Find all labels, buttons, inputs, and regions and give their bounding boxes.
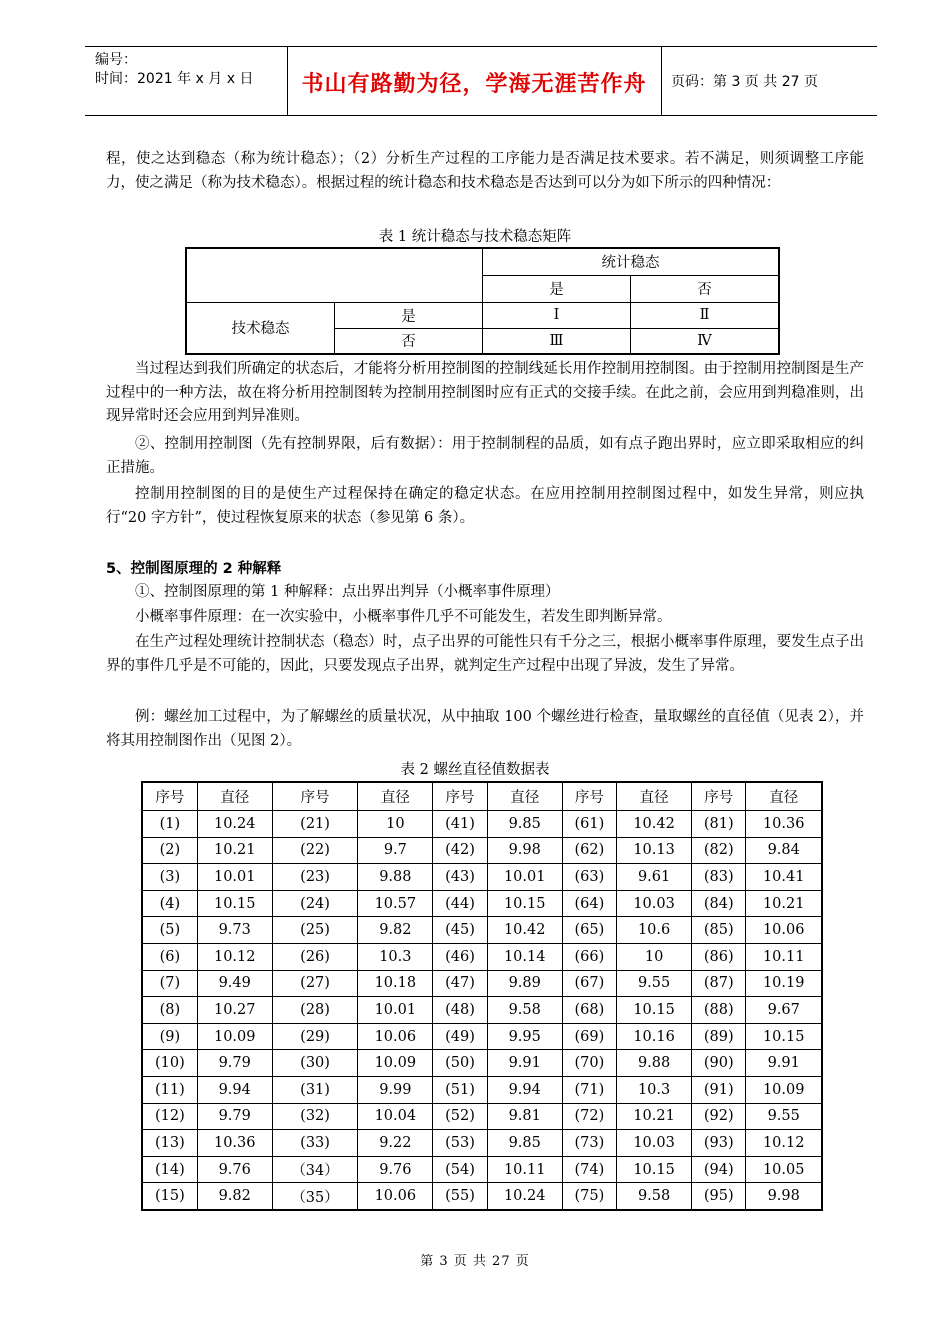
- table-row: [142, 1050, 822, 1077]
- seq-cell: (46): [433, 943, 487, 970]
- diameter-cell: 10.09: [197, 1023, 272, 1050]
- section-heading: 5、控制图原理的 2 种解释: [106, 561, 282, 577]
- seq-cell: (68): [562, 997, 616, 1024]
- seq-cell: (11): [142, 1076, 197, 1103]
- diameter-cell: 9.91: [487, 1050, 562, 1077]
- paragraph: ①、控制图原理的第 1 种解释：点出界出判异（小概率事件原理）: [135, 584, 560, 600]
- paragraph: 例：螺丝加工过程中，为了解螺丝的质量状况，从中抽取 100 个螺丝进行检查，量取螺丝的直径值（见表 2），并将其用控制图作出（见图 2）。: [106, 709, 864, 749]
- diameter-cell: 9.91: [746, 1050, 822, 1077]
- seq-cell: (94): [692, 1156, 746, 1183]
- diameter-cell: 10.06: [746, 917, 822, 944]
- seq-cell: (21): [272, 811, 358, 838]
- header-meta: [95, 51, 253, 89]
- seq-cell: (86): [692, 943, 746, 970]
- seq-cell: (45): [433, 917, 487, 944]
- seq-cell: (51): [433, 1076, 487, 1103]
- table-row: [142, 970, 822, 997]
- diameter-cell: 9.89: [487, 970, 562, 997]
- col-header-seq: 序号: [433, 782, 487, 811]
- diameter-cell: 10.36: [197, 1130, 272, 1157]
- diameter-cell: 10.01: [197, 864, 272, 891]
- seq-cell: (61): [562, 811, 616, 838]
- diameter-cell: 9.88: [617, 1050, 692, 1077]
- table-header-row: [142, 782, 822, 811]
- diameter-cell: 10.01: [358, 997, 433, 1024]
- diameter-cell: 10.15: [617, 997, 692, 1024]
- seq-cell: (25): [272, 917, 358, 944]
- diameter-cell: 10.57: [358, 890, 433, 917]
- seq-cell: (52): [433, 1103, 487, 1130]
- diameter-cell: 9.85: [487, 811, 562, 838]
- time-label: 时间：2021 年 x 月 x 日: [95, 71, 254, 87]
- seq-cell: (31): [272, 1076, 358, 1103]
- diameter-cell: 10.42: [617, 811, 692, 838]
- seq-cell: (82): [692, 837, 746, 864]
- diameter-cell: 10.01: [487, 864, 562, 891]
- col-header-seq: 序号: [562, 782, 616, 811]
- seq-cell: (75): [562, 1183, 616, 1210]
- table-row: [142, 1023, 822, 1050]
- diameter-cell: 9.22: [358, 1130, 433, 1157]
- seq-cell: (70): [562, 1050, 616, 1077]
- table-row: [142, 997, 822, 1024]
- seq-cell: (62): [562, 837, 616, 864]
- seq-cell: (33): [272, 1130, 358, 1157]
- diameter-cell: 9.58: [487, 997, 562, 1024]
- diameter-cell: 10.19: [746, 970, 822, 997]
- diameter-cell: 9.94: [197, 1076, 272, 1103]
- seq-cell: (41): [433, 811, 487, 838]
- seq-cell: (84): [692, 890, 746, 917]
- diameter-cell: 10.3: [358, 943, 433, 970]
- col-header-diameter: 直径: [487, 782, 562, 811]
- seq-cell: (3): [142, 864, 197, 891]
- seq-cell: (13): [142, 1130, 197, 1157]
- diameter-cell: 10.18: [358, 970, 433, 997]
- paragraph: 当过程达到我们所确定的状态后，才能将分析用控制图的控制线延长用作控制用控制图。由于控制用控制图是生产过程中的一种方法，故在将分析用控制图转为控制用控制图时应有正式的交接手续。在此之前，会应用到判稳准则，出现异常时还会应用到判异准则。: [106, 361, 864, 424]
- seq-cell: (90): [692, 1050, 746, 1077]
- seq-cell: (12): [142, 1103, 197, 1130]
- seq-cell: (74): [562, 1156, 616, 1183]
- diameter-cell: 9.79: [197, 1050, 272, 1077]
- seq-cell: (85): [692, 917, 746, 944]
- diameter-cell: 10.04: [358, 1103, 433, 1130]
- diameter-cell: 10.05: [746, 1156, 822, 1183]
- seq-cell: (88): [692, 997, 746, 1024]
- diameter-cell: 10.24: [487, 1183, 562, 1210]
- diameter-cell: 9.79: [197, 1103, 272, 1130]
- seq-cell: (43): [433, 864, 487, 891]
- diameter-cell: 10.21: [197, 837, 272, 864]
- seq-cell: (54): [433, 1156, 487, 1183]
- seq-cell: (42): [433, 837, 487, 864]
- paragraph: 程，使之达到稳态（称为统计稳态）；（2）分析生产过程的工序能力是否满足技术要求。若不满足，则须调整工序能力，使之满足（称为技术稳态）。根据过程的统计稳态和技术稳态是否达到可以分为如下所示的四种情况：: [106, 151, 864, 191]
- paragraph: 小概率事件原理：在一次实验中，小概率事件几乎不可能发生，若发生即判断异常。: [135, 609, 672, 625]
- diameter-cell: 9.88: [358, 864, 433, 891]
- seq-cell: (10): [142, 1050, 197, 1077]
- diameter-cell: 10.06: [358, 1183, 433, 1210]
- stat-yes-cell: 是: [483, 275, 631, 302]
- page-footer: 第 3 页 共 27 页: [420, 1254, 530, 1269]
- diameter-cell: 10.36: [746, 811, 822, 838]
- diameter-cell: 10.11: [746, 943, 822, 970]
- diameter-cell: 10.11: [487, 1156, 562, 1183]
- seq-cell: (6): [142, 943, 197, 970]
- diameter-cell: 9.49: [197, 970, 272, 997]
- diameter-cell: 10.15: [487, 890, 562, 917]
- tech-no-cell: 否: [335, 328, 483, 354]
- diameter-cell: 9.55: [617, 970, 692, 997]
- diameter-cell: 10.12: [746, 1130, 822, 1157]
- diameter-cell: 10.06: [358, 1023, 433, 1050]
- seq-cell: (9): [142, 1023, 197, 1050]
- diameter-cell: 10.15: [617, 1156, 692, 1183]
- table-row: [142, 1130, 822, 1157]
- seq-cell: (95): [692, 1183, 746, 1210]
- diameter-cell: 10.21: [617, 1103, 692, 1130]
- seq-cell: (73): [562, 1130, 616, 1157]
- seq-cell: (72): [562, 1103, 616, 1130]
- diameter-cell: 9.99: [358, 1076, 433, 1103]
- diameter-cell: 9.85: [487, 1130, 562, 1157]
- col-header-diameter: 直径: [746, 782, 822, 811]
- seq-cell: (24): [272, 890, 358, 917]
- code-label: 编号：: [95, 52, 137, 68]
- diameter-cell: 10.15: [746, 1023, 822, 1050]
- paragraph: 在生产过程处理统计控制状态（稳态）时，点子出界的可能性只有千分之三，根据小概率事件原理，要发生点子出界的事件几乎是不可能的，因此，只要发现点子出界，就判定生产过程中出现了异波，发生了异常。: [106, 634, 864, 674]
- case-cell: Ⅰ: [483, 302, 631, 328]
- page-header: [85, 46, 877, 116]
- diameter-cell: 10.21: [746, 890, 822, 917]
- seq-cell: (89): [692, 1023, 746, 1050]
- tech-yes-cell: 是: [335, 302, 483, 328]
- seq-cell: (71): [562, 1076, 616, 1103]
- table-row: [142, 864, 822, 891]
- table2-caption: 表 2 螺丝直径值数据表: [400, 762, 550, 778]
- table-row: [142, 811, 822, 838]
- seq-cell: (5): [142, 917, 197, 944]
- col-header-seq: 序号: [142, 782, 197, 811]
- seq-cell: (4): [142, 890, 197, 917]
- diameter-cell: 9.98: [746, 1183, 822, 1210]
- diameter-cell: 10.42: [487, 917, 562, 944]
- seq-cell: (50): [433, 1050, 487, 1077]
- diameter-cell: 10.41: [746, 864, 822, 891]
- stability-matrix-table: [185, 247, 780, 355]
- diameter-cell: 9.61: [617, 864, 692, 891]
- table-row: [142, 917, 822, 944]
- seq-cell: (44): [433, 890, 487, 917]
- diameter-cell: 9.94: [487, 1076, 562, 1103]
- diameter-cell: 10.13: [617, 837, 692, 864]
- table-row: [142, 1183, 822, 1210]
- case-cell: Ⅳ: [631, 328, 780, 354]
- diameter-cell: 9.84: [746, 837, 822, 864]
- seq-cell: (93): [692, 1130, 746, 1157]
- table-row: [142, 1103, 822, 1130]
- diameter-cell: 10.3: [617, 1076, 692, 1103]
- diameter-cell: 10.09: [358, 1050, 433, 1077]
- seq-cell: (30): [272, 1050, 358, 1077]
- diameter-cell: 9.82: [358, 917, 433, 944]
- header-motto: 书山有路勤为径，学海无涯苦作舟: [301, 72, 647, 97]
- seq-cell: (7): [142, 970, 197, 997]
- stat-no-cell: 否: [631, 275, 780, 302]
- seq-cell: (64): [562, 890, 616, 917]
- diameter-cell: 9.76: [358, 1156, 433, 1183]
- case-cell: Ⅲ: [483, 328, 631, 354]
- table-row: [142, 943, 822, 970]
- seq-cell: （34）: [272, 1156, 358, 1183]
- diameter-cell: 10.03: [617, 890, 692, 917]
- seq-cell: (2): [142, 837, 197, 864]
- tech-header-cell: 技术稳态: [186, 302, 335, 354]
- seq-cell: (91): [692, 1076, 746, 1103]
- seq-cell: (69): [562, 1023, 616, 1050]
- diameter-cell: 9.76: [197, 1156, 272, 1183]
- paragraph: ②、控制用控制图（先有控制界限，后有数据）：用于控制制程的品质，如有点子跑出界时，应立即采取相应的纠正措施。: [106, 436, 864, 476]
- diameter-cell: 9.67: [746, 997, 822, 1024]
- diameter-cell: 9.98: [487, 837, 562, 864]
- seq-cell: (14): [142, 1156, 197, 1183]
- diameter-cell: 9.81: [487, 1103, 562, 1130]
- case-cell: Ⅱ: [631, 302, 780, 328]
- diameter-cell: 9.95: [487, 1023, 562, 1050]
- seq-cell: (55): [433, 1183, 487, 1210]
- col-header-seq: 序号: [692, 782, 746, 811]
- seq-cell: (87): [692, 970, 746, 997]
- seq-cell: (8): [142, 997, 197, 1024]
- diameter-cell: 10.03: [617, 1130, 692, 1157]
- seq-cell: (92): [692, 1103, 746, 1130]
- page-label: 页码：第 3 页 共 27 页: [671, 74, 818, 90]
- table-row: [142, 890, 822, 917]
- seq-cell: (83): [692, 864, 746, 891]
- screw-diameter-table: [141, 781, 823, 1211]
- col-header-seq: 序号: [272, 782, 358, 811]
- seq-cell: (1): [142, 811, 197, 838]
- seq-cell: (28): [272, 997, 358, 1024]
- seq-cell: (27): [272, 970, 358, 997]
- seq-cell: (65): [562, 917, 616, 944]
- diameter-cell: 10.27: [197, 997, 272, 1024]
- col-header-diameter: 直径: [358, 782, 433, 811]
- seq-cell: (29): [272, 1023, 358, 1050]
- diameter-cell: 9.7: [358, 837, 433, 864]
- seq-cell: (63): [562, 864, 616, 891]
- diameter-cell: 9.55: [746, 1103, 822, 1130]
- paragraph: 控制用控制图的目的是使生产过程保持在确定的稳定状态。在应用控制用控制图过程中，如发生异常，则应执行“20 字方针”，使过程恢复原来的状态（参见第 6 条）。: [106, 486, 864, 526]
- header-divider: [661, 47, 662, 115]
- seq-cell: (67): [562, 970, 616, 997]
- seq-cell: (23): [272, 864, 358, 891]
- diameter-cell: 10.12: [197, 943, 272, 970]
- col-header-diameter: 直径: [197, 782, 272, 811]
- diameter-cell: 9.82: [197, 1183, 272, 1210]
- seq-cell: （35）: [272, 1183, 358, 1210]
- diameter-cell: 10.16: [617, 1023, 692, 1050]
- col-header-diameter: 直径: [617, 782, 692, 811]
- table-row: [142, 1156, 822, 1183]
- table-corner-cell: [186, 248, 483, 302]
- seq-cell: (49): [433, 1023, 487, 1050]
- seq-cell: (47): [433, 970, 487, 997]
- seq-cell: (53): [433, 1130, 487, 1157]
- table-row: [142, 837, 822, 864]
- seq-cell: (48): [433, 997, 487, 1024]
- seq-cell: (66): [562, 943, 616, 970]
- diameter-cell: 10: [358, 811, 433, 838]
- diameter-cell: 9.58: [617, 1183, 692, 1210]
- diameter-cell: 10.14: [487, 943, 562, 970]
- diameter-cell: 10.15: [197, 890, 272, 917]
- diameter-cell: 10.24: [197, 811, 272, 838]
- seq-cell: (26): [272, 943, 358, 970]
- diameter-cell: 10: [617, 943, 692, 970]
- seq-cell: (22): [272, 837, 358, 864]
- table-row: [142, 1076, 822, 1103]
- diameter-cell: 10.09: [746, 1076, 822, 1103]
- diameter-cell: 9.73: [197, 917, 272, 944]
- table1-caption: 表 1 统计稳态与技术稳态矩阵: [378, 229, 572, 245]
- seq-cell: (81): [692, 811, 746, 838]
- seq-cell: (15): [142, 1183, 197, 1210]
- stat-header-cell: 统计稳态: [483, 248, 780, 275]
- seq-cell: (32): [272, 1103, 358, 1130]
- diameter-cell: 10.6: [617, 917, 692, 944]
